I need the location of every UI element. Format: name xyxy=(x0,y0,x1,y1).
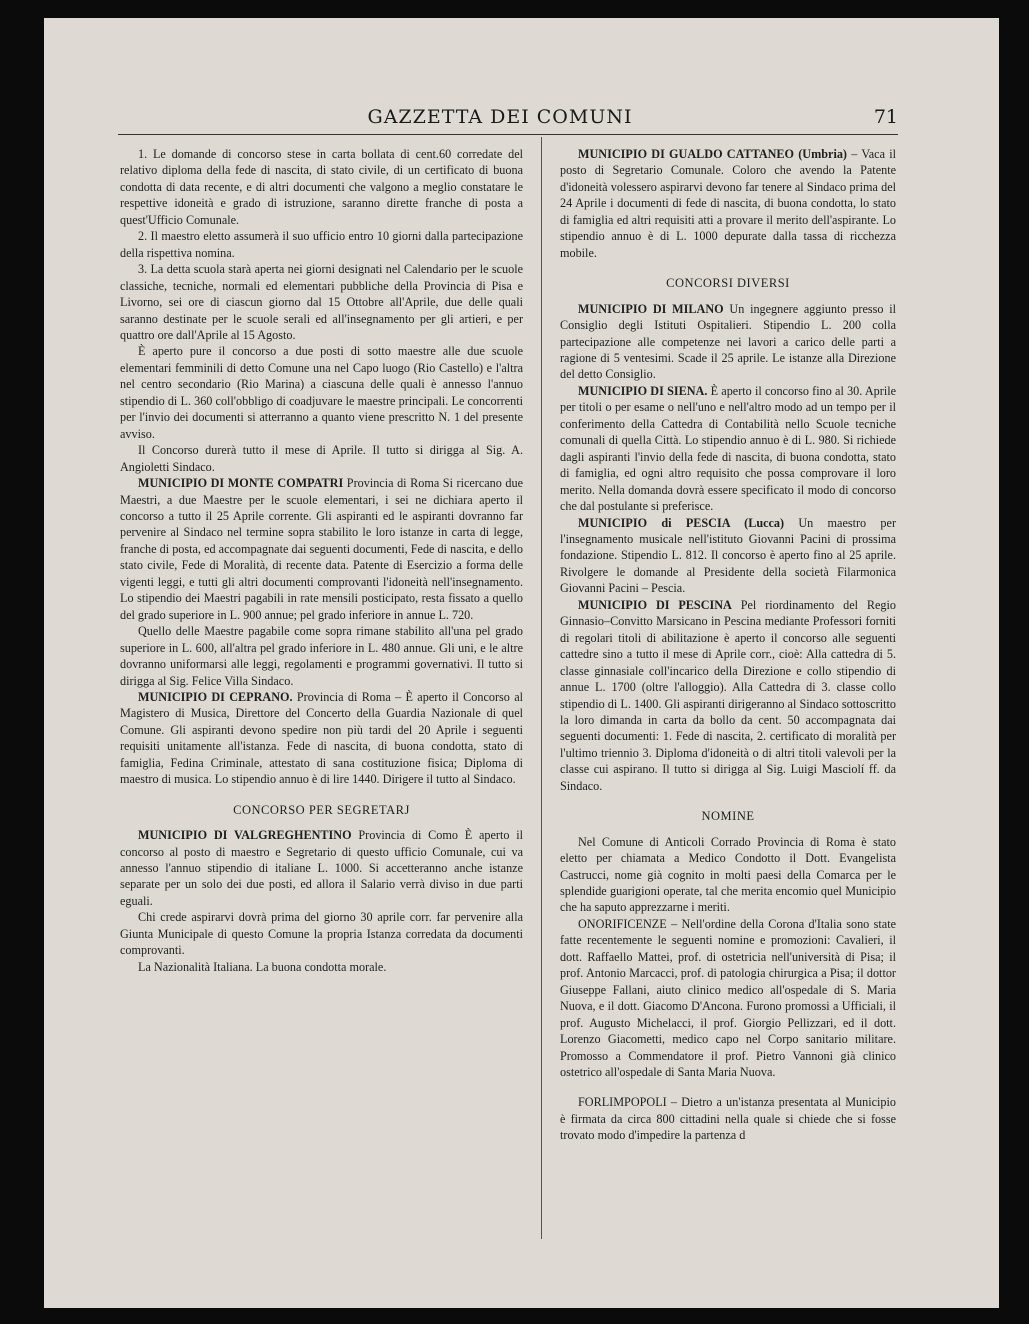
page-number: 71 xyxy=(873,106,898,128)
paragraph: Il Concorso durerà tutto il mese di Aprile. Il tutto si dirigga al Sig. A. Angioletti Sindaco. xyxy=(120,443,523,474)
section-heading-nomine: NOMINE xyxy=(701,809,755,824)
notice-text: È aperto il concorso fino al 30. Aprile per titoli o per esame o nell'uno e nell'altro modo ad un tempo per il conferimento della Cattedra di Contabilità nello Scuole tecniche comunali di quella Città. Lo stipendio annuo è di L. 980. Si richiede dagli aspiranti l'invio della fede di nascita, di buona condotta, stato di famiglia, ed ogni altro requisito che possa comprovare il loro merito. Nella domanda dovrà essere specificato il modo di concorso che dal postulante si preferisce. xyxy=(560,383,896,514)
notice-text: Provincia di Roma – È aperto il Concorso al Magistero di Musica, Direttore del Concerto della Guardia Nazionale di quel Comune. Gli aspiranti devono spedire non più tardi del 20 Aprile i seguenti requisiti unitamente all'istanza. Fede di nascita, di buona condotta, stato di famiglia, Fedina Criminale, attestato di sana costituzione fisica; Diploma di maestro di musica. Lo stipendio annuo è di lire 1440. Dirigere il tutto al Sindaco. xyxy=(120,689,523,787)
notice-pescina xyxy=(560,597,896,794)
municipality-name: MUNICIPIO DI CEPRANO. xyxy=(138,689,293,704)
section-heading-diversi: CONCORSI DIVERSI xyxy=(666,276,790,291)
left-column xyxy=(120,146,523,975)
municipality-name: MUNICIPIO di PESCIA (Lucca) xyxy=(578,515,785,530)
paragraph: È aperto pure il concorso a due posti di sotto maestre alle due scuole elementari femminili di detto Comune una nel Capo luogo (Rio Castello) e l'altra nel centro secondario (Rio Marina) a ciascuna delle quali è annesso l'annuo stipendio di L. 360 coll'obbligo di coadjuvare le maestre principali. Le concorrenti per l'invio dei documenti si atterranno a quanto viene prescritto N. 1 del presente avviso. xyxy=(120,344,523,441)
notice-ceprano xyxy=(120,689,523,788)
notice-valgreghentino xyxy=(120,827,523,909)
municipality-name: MUNICIPIO DI VALGREGHENTINO xyxy=(138,828,352,843)
notice-text: Provincia di Roma Si ricercano due Maestri, a due Maestre per le scuole elementari, i sei ne dichiara aperto il concorso a tutto il 25 Aprile corrente. Gli aspiranti ed le aspiranti dovranno far pervenire al Sindaco nel termine sopra stabilito le loro istanze in carta di legge, franche di posta, ed accompagnate dai seguenti documenti, Fede di nascita, e dello stato civile, Fede di Moralità, di recente data. Patente di Esercizio a forma delle vigenti leggi, e tutti gli altri documenti comprovanti l'idoneità nell'insegnamento. Lo stipendio dei Maestri pagabili in rate mensili posticipato, resta fissato a quello del grado superiore in L. 900 annue; pel grado inferiore in annue L. 720. xyxy=(120,476,523,622)
municipality-name: MUNICIPIO DI MONTE COMPATRI xyxy=(138,476,344,491)
notice-text: Provincia di Como È aperto il concorso al posto di maestro e Segretario di questo ufficio Comunale, cui va annesso l'annuo stipendio di italiane L. 1000. Si accetteranno anche istanze separate per un solo dei due posti, ed allora il Salario verrà diviso in due parti eguali. xyxy=(120,828,524,908)
municipality-name: MUNICIPIO DI MILANO xyxy=(578,301,724,316)
paragraph: 2. Il maestro eletto assumerà il suo ufficio entro 10 giorni dalla partecipazione della rispettiva nomina. xyxy=(120,229,523,260)
notice-gualdo-cattaneo xyxy=(560,146,896,261)
notice-text: – Vaca il posto di Segretario Comunale. Coloro che avendo la Patente d'idoneità volessero aspirarvi devono far tenere al Sindaco prima del 24 Aprile i documenti di fede di nascita, di buona condotta, lo stato di famiglia ed altri requisiti atti a provare il merito dell'aspirante. Lo stipendio annuo è di L. 1000 depurate dalla tassa di ricchezza mobile. xyxy=(560,147,896,260)
notice-text: Un maestro per l'insegnamento musicale nell'istituto Giovanni Pacini di prossima fondazione. Stipendio L. 812. Il concorso è aperto fino al 25 aprile. Rivolgere le domande al Presidente della società Filarmonica Giovanni Pacini – Pescia. xyxy=(560,515,896,596)
notice-siena xyxy=(560,383,896,515)
paragraph: Quello delle Maestre pagabile come sopra rimane stabilito all'una pel grado superiore in L. 600, all'altra pel grado inferiore in L. 480 annue. Gli uni, e le altre dovranno uniformarsi alle leggi, regolamenti e programmi governativi. Il tutto si dirigga al Sig. Felice Villa Sindaco. xyxy=(120,624,523,688)
municipality-name: MUNICIPIO DI PESCINA xyxy=(578,597,732,612)
notice-pescia xyxy=(560,515,896,597)
notice-text: Pel riordinamento del Regio Ginnasio–Convitto Marsicano in Pescina mediante Professori forniti di regolari titoli di abilitazione è aperto il concorso alle seguenti cattedre sino a tutto il mese di Aprile corr., cioè: Alla cattedra di 5. classe ginnasiale coll'incarico della Direzione e collo stipendio di annue L. 1700 (oltre l'alloggio). Alla Cattedra di 3. classe collo stipendio di L. 1400. Gli aspiranti dirigeranno al Sindaco sottoscritto la loro dimanda in carta da bollo da cent. 50 accompagnata dai seguenti documenti: 1. Fede di nascita, 2. certificato di moralità per l'ultimo triennio 3. Diploma d'idoneità o di altri titoli valevoli per la classe cui aspirano. Il tutto si dirigga al Sig. Luigi Masciolí ff. da Sindaco. xyxy=(560,597,896,793)
paragraph: Nel Comune di Anticoli Corrado Provincia di Roma è stato eletto per chiamata a Medico Condotto il Dott. Evangelista Castrucci, nome già cognito in molti paesi della Comarca per le splendide guarigioni operate, tal che merita encomio quel Municipio che ha saputo apprezzarne i meriti. xyxy=(560,834,896,915)
masthead xyxy=(100,102,900,132)
section-heading-segretari: CONCORSO PER SEGRETARJ xyxy=(233,802,410,817)
gazette-title: GAZZETTA DEI COMUNI xyxy=(367,106,633,128)
paragraph: 3. La detta scuola starà aperta nei giorni designati nel Calendario per le scuole classiche, tecniche, normali ed elementari pubbliche della Provincia di Pisa e Livorno, sei ore di ciascun giorno dal 15 Ottobre all'Aprile, due delle quali saranno destinate per le scuole serali ed all'insegnamento per gli artieri, e per quattro ore dall'Aprile al 15 Agosto. xyxy=(120,262,523,342)
paragraph: 1. Le domande di concorso stese in carta bollata di cent.60 corredate del relativo diploma della fede di nascita, di stato civile, di un certificato di buona condotta di data recente, e di altri documenti che valgono a meglio constatare le respettive idoneità e grado di istruzione, saranno dirette franche di posta a quest'Ufficio Comunale. xyxy=(120,147,523,227)
paragraph: Chi crede aspirarvi dovrà prima del giorno 30 aprile corr. far pervenire alla Giunta Municipale di questo Comune la propria Istanza corredata da documenti comprovanti. xyxy=(120,910,523,958)
header-rule xyxy=(118,134,898,135)
municipality-name: MUNICIPIO DI SIENA. xyxy=(578,383,708,398)
column-divider xyxy=(541,137,542,1239)
paragraph: La Nazionalità Italiana. La buona condotta morale. xyxy=(138,959,387,974)
notice-monte-compatri xyxy=(120,475,523,623)
right-column xyxy=(560,146,896,1144)
municipality-name: MUNICIPIO DI GUALDO CATTANEO (Umbria) xyxy=(578,147,847,161)
notice-text: Un ingegnere aggiunto presso il Consiglio degli Istituti Ospitalieri. Stipendio L. 200 colla partecipazione alle competenze nei lavori a carico delle parti a ragione di 5 ventesimi. Scade il 25 aprile. Le istanze alla Direzione del detto Consiglio. xyxy=(560,301,897,382)
paragraph: FORLIMPOPOLI – Dietro a un'istanza presentata al Municipio è firmata da circa 800 cittadini nella quale si chiede che si fosse trovato modo d'impedire la partenza d xyxy=(560,1095,896,1143)
notice-milano xyxy=(560,301,896,383)
paragraph: ONORIFICENZE – Nell'ordine della Corona d'Italia sono state fatte recentemente le seguenti nomine e promozioni: Cavalieri, il dott. Raffaello Mattei, prof. di ostetricia nell'università di Pisa; il prof. Antonio Marcacci, prof. di patologia chirurgica a Pisa; il dottor Giuseppe Fallani, aiuto clinico medico all'ospedale di S. Maria Nuova, e il dott. Giacomo D'Ancona. Furono promossi a Ufficiali, il prof. Augusto Michelacci, il prof. Giorgio Pellizzari, ed il dott. Lorenzo Giacometti, medico capo nel Corpo sanitario militare. Promosso a Commendatore il prof. Pietro Vannoni già clinico ostetrico all'ospedale di Santa Maria Nuova. xyxy=(560,916,896,1080)
spacer xyxy=(560,1080,896,1094)
